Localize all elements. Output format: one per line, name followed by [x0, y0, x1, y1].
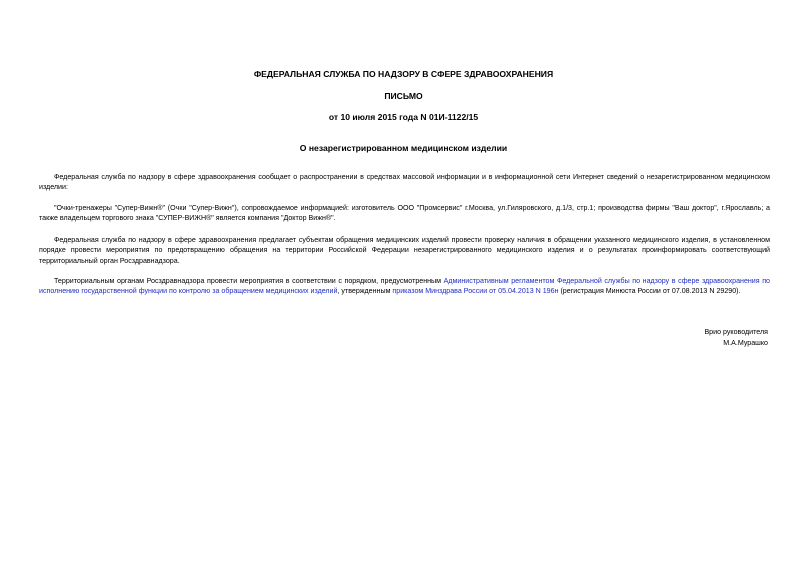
paragraph-4-end: (регистрация Минюста России от 07.08.2013 N 29290). [558, 287, 741, 296]
order-link[interactable]: приказом Минздрава России от 05.04.2013 N 196н [392, 287, 559, 296]
agency-title: ФЕДЕРАЛЬНАЯ СЛУЖБА ПО НАДЗОРУ В СФЕРЕ ЗДРАВООХРАНЕНИЯ [253, 69, 554, 79]
paragraph-1: Федеральная служба по надзору в сфере здравоохранения сообщает о распространении в средствах массовой информации и в информационной сети Интернет сведений о незарегистрированном медицинском изделии: [39, 173, 770, 192]
paragraph-2: "Очки-тренажеры "Супер-Вижн®" (Очки "Супер-Вижн"), сопровождаемое информацией: изготовитель ООО "Промсервис" г.Москва, ул.Гиляровского, д.1/3, стр.1; производства фирмы "Ваш доктор", г.Ярославль; а также владельцем торгового знака "СУПЕР-ВИЖН®" является компания "Доктор Вижн®". [39, 204, 770, 223]
document-type: ПИСЬМО [384, 91, 423, 101]
paragraph-4 [39, 276, 770, 297]
paragraph-4-start: Территориальным органам Росздравнадзора провести мероприятия в соответствии с порядком, предусмотренным [54, 277, 444, 285]
document-subject: О незарегистрированном медицинском изделии [299, 143, 508, 153]
regulation-link[interactable]: Административным регламентом Федеральной службы по надзору в сфере здравоохранения по исполнению государственной функции по контролю за обращением медицинских изделий [39, 277, 770, 296]
paragraph-4-mid: , утвержденным [337, 287, 393, 296]
signature-name: М.А.Мурашко [723, 339, 768, 347]
signature-position: Врио руководителя [704, 328, 768, 336]
document-date-number: от 10 июля 2015 года N 01И-1122/15 [328, 112, 479, 122]
paragraph-3: Федеральная служба по надзору в сфере здравоохранения предлагает субъектам обращения медицинских изделий провести проверку наличия в обращении указанного медицинского изделия, в установленном порядке провести мероприятия по предотвращению обращения на территории Российской Федерации незарегистрированного медицинского изделия и о результатах проинформировать соответствующий территориальный орган Росздравнадзора. [39, 236, 770, 265]
